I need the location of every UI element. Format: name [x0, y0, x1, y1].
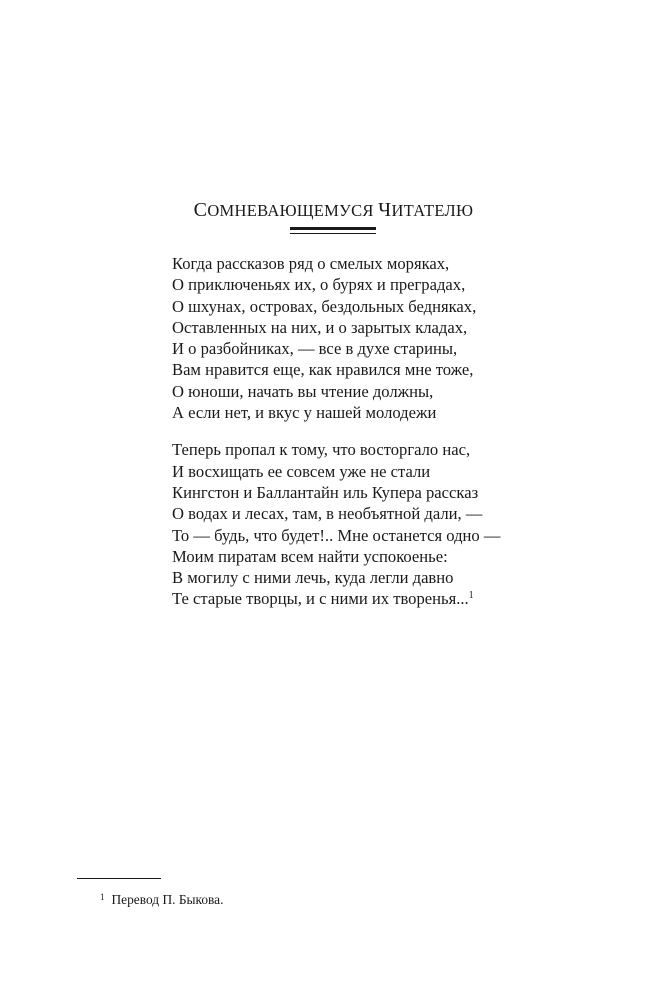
title-rule-thick	[290, 227, 376, 230]
poem-line: Когда рассказов ряд о смелых моряках,	[172, 254, 450, 273]
title-rule-thin	[290, 233, 376, 234]
poem-line: О шхунах, островах, бездольных бедняках,	[172, 296, 477, 316]
poem-line-last	[172, 588, 592, 609]
footnote-separator	[77, 878, 161, 879]
poem-line: А если нет, и вкус у нашей молодежи	[172, 403, 437, 423]
poem-line-last-text: Те старые творцы, и с ними их творенья...	[172, 589, 469, 609]
poem-line: В могилу с ними лечь, куда легли давно	[172, 568, 454, 588]
title-double-rule	[290, 227, 376, 236]
poem-line: И восхищать ее совсем уже не стали	[172, 461, 431, 481]
footnote	[100, 888, 223, 909]
stanza-2	[172, 439, 592, 609]
poem-line: О приключеньях их, о бурях и преградах,	[172, 275, 466, 295]
poem-line: О юноши, начать вы чтение должны,	[172, 381, 434, 401]
footnote-text: Перевод П. Быкова.	[111, 892, 224, 907]
poem-line: Моим пиратам всем найти успокоенье:	[172, 546, 448, 566]
title-word-1: ОМНЕВАЮЩЕМУСЯ	[207, 201, 379, 220]
poem-line: Оставленных на них, и о зарытых кладах,	[172, 317, 468, 337]
poem-title	[0, 197, 667, 224]
title-initial-2: Ч	[378, 199, 392, 221]
poem-line: И о разбойниках, — все в духе старины,	[172, 339, 458, 359]
footnote-reference[interactable]: 1	[468, 590, 474, 602]
title-initial-1: С	[193, 199, 208, 221]
poem-line: О водах и лесах, там, в необъятной дали, —	[172, 504, 483, 524]
poem-body	[172, 253, 592, 610]
poem-line: То — будь, что будет!.. Мне останется одно —	[172, 525, 501, 545]
title-word-2: ИТАТЕЛЮ	[391, 201, 474, 220]
footnote-number: 1	[100, 892, 105, 902]
poem-line: Теперь пропал к тому, что восторгало нас,	[172, 440, 471, 460]
stanza-1	[172, 253, 592, 423]
poem-line: Кингстон и Баллантайн иль Купера рассказ	[172, 482, 479, 502]
poem-line: Вам нравится еще, как нравился мне тоже,	[172, 360, 474, 380]
